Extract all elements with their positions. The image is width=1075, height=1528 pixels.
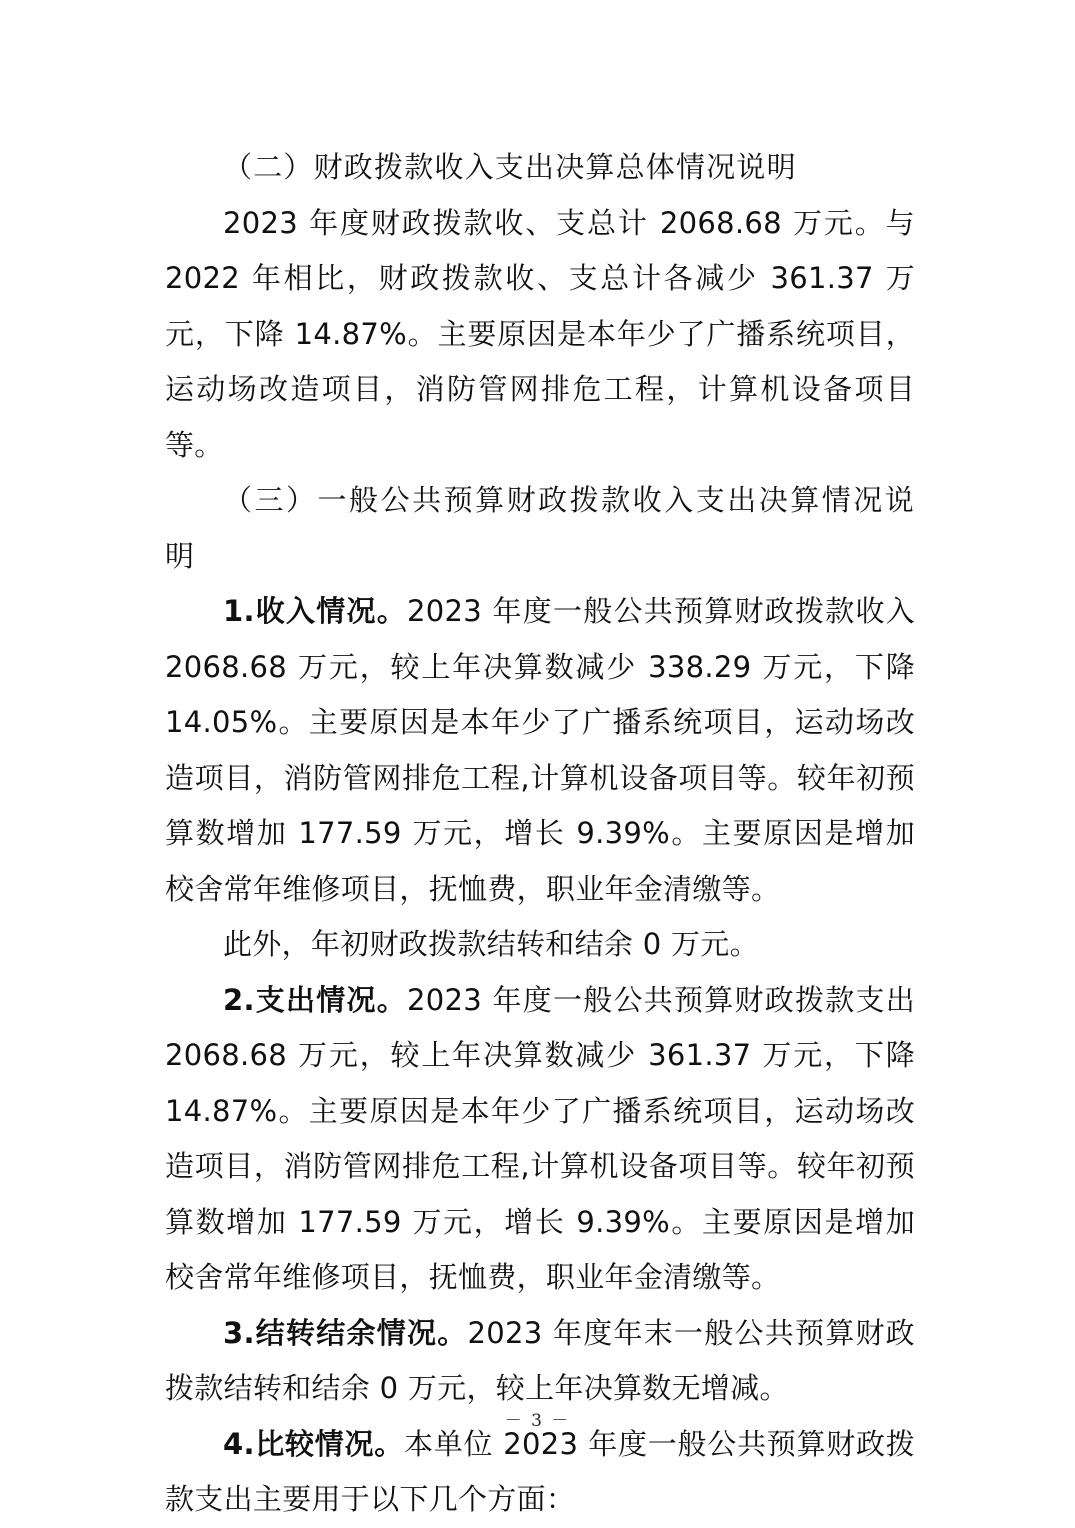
expenditure-lead: 2.支出情况。	[223, 982, 407, 1017]
income-text: 2023 年度一般公共预算财政拨款收入 2068.68 万元，较上年决算数减少 338.29 万元，下降 14.05%。主要原因是本年少了广播系统项目，运动场改造项目，消防管网排危工程,计算机设备项目等。较年初预算数增加 177.59 万元，增长 9.39%。主要原因是增加校舍常年维修项目，抚恤费，职业年金清缴等。	[165, 594, 915, 906]
income-lead: 1.收入情况。	[223, 594, 407, 628]
page-body	[165, 140, 915, 1528]
section-2-paragraph: 2023 年度财政拨款收、支总计 2068.68 万元。与 2022 年相比，财政拨款收、支总计各减少 361.37 万元，下降 14.87%。主要原因是本年少了广播系统项目，运动场改造项目，消防管网排危工程，计算机设备项目等。	[165, 205, 915, 462]
carryover-note: 此外，年初财政拨款结转和结余 0 万元。	[223, 927, 759, 961]
comparison-lead: 4.比较情况。	[223, 1426, 404, 1461]
comparison-text: 本单位 2023 年度一般公共预算财政拨款支出主要用于以下几个方面：	[165, 1426, 915, 1516]
expenditure-text: 2023 年度一般公共预算财政拨款支出 2068.68 万元，较上年决算数减少 361.37 万元，下降 14.87%。主要原因是本年少了广播系统项目，运动场改造项目，消防管网排危工程,计算机设备项目等。较年初预算数增加 177.59 万元，增长 9.39%。主要原因是增加校舍常年维修项目，抚恤费，职业年金清缴等。	[165, 982, 915, 1294]
income-paragraph	[165, 584, 915, 917]
balance-paragraph	[165, 1306, 915, 1417]
section-heading-2: （二）财政拨款收入支出决算总体情况说明	[223, 150, 797, 184]
section-heading-3: （三）一般公共预算财政拨款收入支出决算情况说明	[165, 483, 915, 573]
expenditure-paragraph	[165, 973, 915, 1306]
balance-text: 2023 年度年末一般公共预算财政拨款结转和结余 0 万元，较上年决算数无增减。	[165, 1315, 915, 1405]
balance-lead: 3.结转结余情况。	[223, 1315, 468, 1350]
comparison-paragraph	[165, 1417, 915, 1528]
page-number: － 3 －	[504, 1411, 571, 1431]
